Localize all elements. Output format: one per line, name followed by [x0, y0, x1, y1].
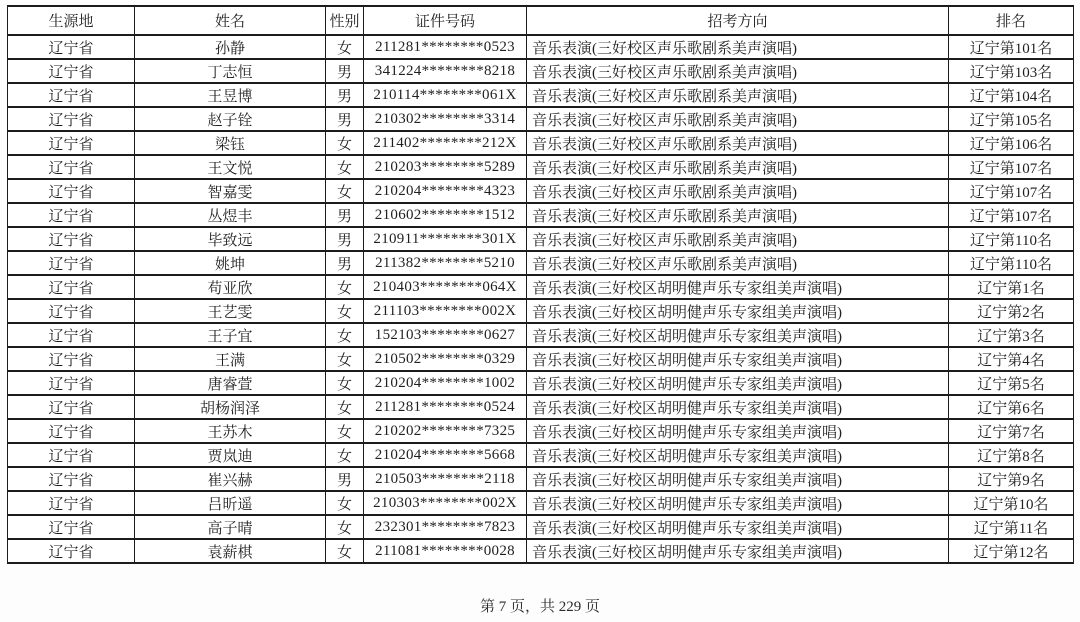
cell-name: 胡杨润泽 — [135, 395, 326, 419]
cell-direction: 音乐表演(三好校区声乐歌剧系美声演唱) — [527, 35, 949, 59]
cell-gender: 女 — [326, 179, 364, 203]
table-row — [8, 35, 1074, 59]
cell-rank: 辽宁第4名 — [949, 347, 1074, 371]
cell-name: 王满 — [135, 347, 326, 371]
header-origin: 生源地 — [8, 6, 135, 35]
table-row — [8, 491, 1074, 515]
table-row — [8, 251, 1074, 275]
cell-name: 智嘉雯 — [135, 179, 326, 203]
cell-direction: 音乐表演(三好校区声乐歌剧系美声演唱) — [527, 251, 949, 275]
cell-id: 211281********0523 — [364, 35, 527, 59]
cell-direction: 音乐表演(三好校区胡明健声乐专家组美声演唱) — [527, 371, 949, 395]
table-row — [8, 395, 1074, 419]
cell-origin: 辽宁省 — [8, 371, 135, 395]
cell-origin: 辽宁省 — [8, 467, 135, 491]
cell-gender: 女 — [326, 275, 364, 299]
header-gender: 性别 — [326, 6, 364, 35]
cell-name: 丛煜丰 — [135, 203, 326, 227]
cell-direction: 音乐表演(三好校区声乐歌剧系美声演唱) — [527, 107, 949, 131]
table-row — [8, 107, 1074, 131]
cell-rank: 辽宁第107名 — [949, 155, 1074, 179]
table-row — [8, 371, 1074, 395]
cell-rank: 辽宁第3名 — [949, 323, 1074, 347]
cell-gender: 男 — [326, 251, 364, 275]
cell-name: 苟亚欣 — [135, 275, 326, 299]
page-indicator: 第 7 页，共 229 页 — [479, 599, 600, 615]
cell-direction: 音乐表演(三好校区胡明健声乐专家组美声演唱) — [527, 299, 949, 323]
cell-rank: 辽宁第11名 — [949, 515, 1074, 539]
cell-origin: 辽宁省 — [8, 395, 135, 419]
table-body — [8, 35, 1074, 563]
cell-origin: 辽宁省 — [8, 323, 135, 347]
cell-id: 210503********2118 — [364, 467, 527, 491]
cell-direction: 音乐表演(三好校区胡明健声乐专家组美声演唱) — [527, 419, 949, 443]
cell-name: 吕昕遥 — [135, 491, 326, 515]
cell-name: 唐睿萱 — [135, 371, 326, 395]
cell-direction: 音乐表演(三好校区胡明健声乐专家组美声演唱) — [527, 467, 949, 491]
table-row — [8, 539, 1074, 563]
cell-gender: 男 — [326, 83, 364, 107]
cell-rank: 辽宁第110名 — [949, 227, 1074, 251]
cell-id: 210502********0329 — [364, 347, 527, 371]
cell-rank: 辽宁第104名 — [949, 83, 1074, 107]
table-row — [8, 227, 1074, 251]
cell-id: 210302********3314 — [364, 107, 527, 131]
cell-direction: 音乐表演(三好校区声乐歌剧系美声演唱) — [527, 83, 949, 107]
cell-gender: 女 — [326, 371, 364, 395]
header-name: 姓名 — [135, 6, 326, 35]
cell-origin: 辽宁省 — [8, 227, 135, 251]
cell-gender: 女 — [326, 155, 364, 179]
cell-direction: 音乐表演(三好校区胡明健声乐专家组美声演唱) — [527, 515, 949, 539]
cell-origin: 辽宁省 — [8, 107, 135, 131]
cell-id: 211281********0524 — [364, 395, 527, 419]
cell-origin: 辽宁省 — [8, 347, 135, 371]
cell-id: 210204********4323 — [364, 179, 527, 203]
cell-direction: 音乐表演(三好校区胡明健声乐专家组美声演唱) — [527, 347, 949, 371]
table-row — [8, 83, 1074, 107]
cell-origin: 辽宁省 — [8, 179, 135, 203]
cell-direction: 音乐表演(三好校区声乐歌剧系美声演唱) — [527, 203, 949, 227]
cell-id: 210911********301X — [364, 227, 527, 251]
cell-gender: 女 — [326, 131, 364, 155]
cell-gender: 女 — [326, 299, 364, 323]
cell-origin: 辽宁省 — [8, 203, 135, 227]
cell-id: 341224********8218 — [364, 59, 527, 83]
cell-rank: 辽宁第105名 — [949, 107, 1074, 131]
cell-gender: 男 — [326, 227, 364, 251]
cell-gender: 女 — [326, 347, 364, 371]
cell-origin: 辽宁省 — [8, 275, 135, 299]
cell-gender: 女 — [326, 323, 364, 347]
cell-gender: 男 — [326, 203, 364, 227]
cell-origin: 辽宁省 — [8, 539, 135, 563]
cell-name: 王文悦 — [135, 155, 326, 179]
table-row — [8, 443, 1074, 467]
cell-name: 赵子铨 — [135, 107, 326, 131]
cell-direction: 音乐表演(三好校区胡明健声乐专家组美声演唱) — [527, 323, 949, 347]
cell-id: 232301********7823 — [364, 515, 527, 539]
table-row — [8, 323, 1074, 347]
cell-name: 毕致远 — [135, 227, 326, 251]
cell-gender: 男 — [326, 467, 364, 491]
cell-rank: 辽宁第7名 — [949, 419, 1074, 443]
cell-id: 210602********1512 — [364, 203, 527, 227]
cell-direction: 音乐表演(三好校区声乐歌剧系美声演唱) — [527, 131, 949, 155]
cell-id: 211103********002X — [364, 299, 527, 323]
cell-direction: 音乐表演(三好校区声乐歌剧系美声演唱) — [527, 59, 949, 83]
table-row — [8, 131, 1074, 155]
cell-rank: 辽宁第9名 — [949, 467, 1074, 491]
cell-id: 210204********5668 — [364, 443, 527, 467]
cell-rank: 辽宁第5名 — [949, 371, 1074, 395]
cell-name: 袁薪棋 — [135, 539, 326, 563]
cell-direction: 音乐表演(三好校区胡明健声乐专家组美声演唱) — [527, 275, 949, 299]
cell-name: 梁钰 — [135, 131, 326, 155]
cell-origin: 辽宁省 — [8, 299, 135, 323]
cell-direction: 音乐表演(三好校区胡明健声乐专家组美声演唱) — [527, 539, 949, 563]
cell-rank: 辽宁第107名 — [949, 179, 1074, 203]
cell-name: 王苏木 — [135, 419, 326, 443]
cell-direction: 音乐表演(三好校区胡明健声乐专家组美声演唱) — [527, 443, 949, 467]
table-row — [8, 203, 1074, 227]
cell-rank: 辽宁第1名 — [949, 275, 1074, 299]
cell-direction: 音乐表演(三好校区声乐歌剧系美声演唱) — [527, 227, 949, 251]
cell-name: 王子宜 — [135, 323, 326, 347]
table-row — [8, 515, 1074, 539]
cell-id: 152103********0627 — [364, 323, 527, 347]
table-row — [8, 419, 1074, 443]
cell-origin: 辽宁省 — [8, 35, 135, 59]
table-header-row — [8, 6, 1074, 35]
admission-rank-table — [7, 5, 1074, 564]
cell-gender: 女 — [326, 539, 364, 563]
cell-rank: 辽宁第10名 — [949, 491, 1074, 515]
cell-gender: 女 — [326, 515, 364, 539]
cell-name: 姚坤 — [135, 251, 326, 275]
cell-rank: 辽宁第106名 — [949, 131, 1074, 155]
table-row — [8, 299, 1074, 323]
cell-direction: 音乐表演(三好校区胡明健声乐专家组美声演唱) — [527, 395, 949, 419]
table-row — [8, 155, 1074, 179]
cell-origin: 辽宁省 — [8, 443, 135, 467]
cell-origin: 辽宁省 — [8, 59, 135, 83]
cell-id: 211402********212X — [364, 131, 527, 155]
cell-id: 210203********5289 — [364, 155, 527, 179]
header-id-number: 证件号码 — [364, 6, 527, 35]
cell-gender: 女 — [326, 443, 364, 467]
cell-origin: 辽宁省 — [8, 491, 135, 515]
cell-rank: 辽宁第2名 — [949, 299, 1074, 323]
cell-gender: 女 — [326, 35, 364, 59]
cell-direction: 音乐表演(三好校区声乐歌剧系美声演唱) — [527, 155, 949, 179]
cell-origin: 辽宁省 — [8, 419, 135, 443]
cell-gender: 女 — [326, 491, 364, 515]
cell-name: 孙静 — [135, 35, 326, 59]
header-direction: 招考方向 — [527, 6, 949, 35]
cell-name: 贾岚迪 — [135, 443, 326, 467]
cell-origin: 辽宁省 — [8, 83, 135, 107]
cell-id: 210303********002X — [364, 491, 527, 515]
cell-origin: 辽宁省 — [8, 131, 135, 155]
table-row — [8, 59, 1074, 83]
header-rank: 排名 — [949, 6, 1074, 35]
cell-direction: 音乐表演(三好校区胡明健声乐专家组美声演唱) — [527, 491, 949, 515]
cell-rank: 辽宁第101名 — [949, 35, 1074, 59]
cell-id: 211081********0028 — [364, 539, 527, 563]
cell-rank: 辽宁第107名 — [949, 203, 1074, 227]
cell-origin: 辽宁省 — [8, 515, 135, 539]
table-row — [8, 179, 1074, 203]
cell-id: 210114********061X — [364, 83, 527, 107]
table-row — [8, 467, 1074, 491]
cell-id: 211382********5210 — [364, 251, 527, 275]
cell-origin: 辽宁省 — [8, 251, 135, 275]
cell-rank: 辽宁第8名 — [949, 443, 1074, 467]
cell-origin: 辽宁省 — [8, 155, 135, 179]
table-row — [8, 275, 1074, 299]
cell-rank: 辽宁第6名 — [949, 395, 1074, 419]
cell-name: 高子晴 — [135, 515, 326, 539]
cell-gender: 男 — [326, 107, 364, 131]
cell-id: 210204********1002 — [364, 371, 527, 395]
cell-gender: 女 — [326, 395, 364, 419]
cell-gender: 女 — [326, 419, 364, 443]
cell-name: 王昱博 — [135, 83, 326, 107]
cell-rank: 辽宁第103名 — [949, 59, 1074, 83]
cell-direction: 音乐表演(三好校区声乐歌剧系美声演唱) — [527, 179, 949, 203]
cell-name: 王艺雯 — [135, 299, 326, 323]
cell-id: 210403********064X — [364, 275, 527, 299]
cell-gender: 男 — [326, 59, 364, 83]
table-row — [8, 347, 1074, 371]
cell-name: 丁志恒 — [135, 59, 326, 83]
cell-rank: 辽宁第110名 — [949, 251, 1074, 275]
cell-rank: 辽宁第12名 — [949, 539, 1074, 563]
cell-id: 210202********7325 — [364, 419, 527, 443]
cell-name: 崔兴赫 — [135, 467, 326, 491]
